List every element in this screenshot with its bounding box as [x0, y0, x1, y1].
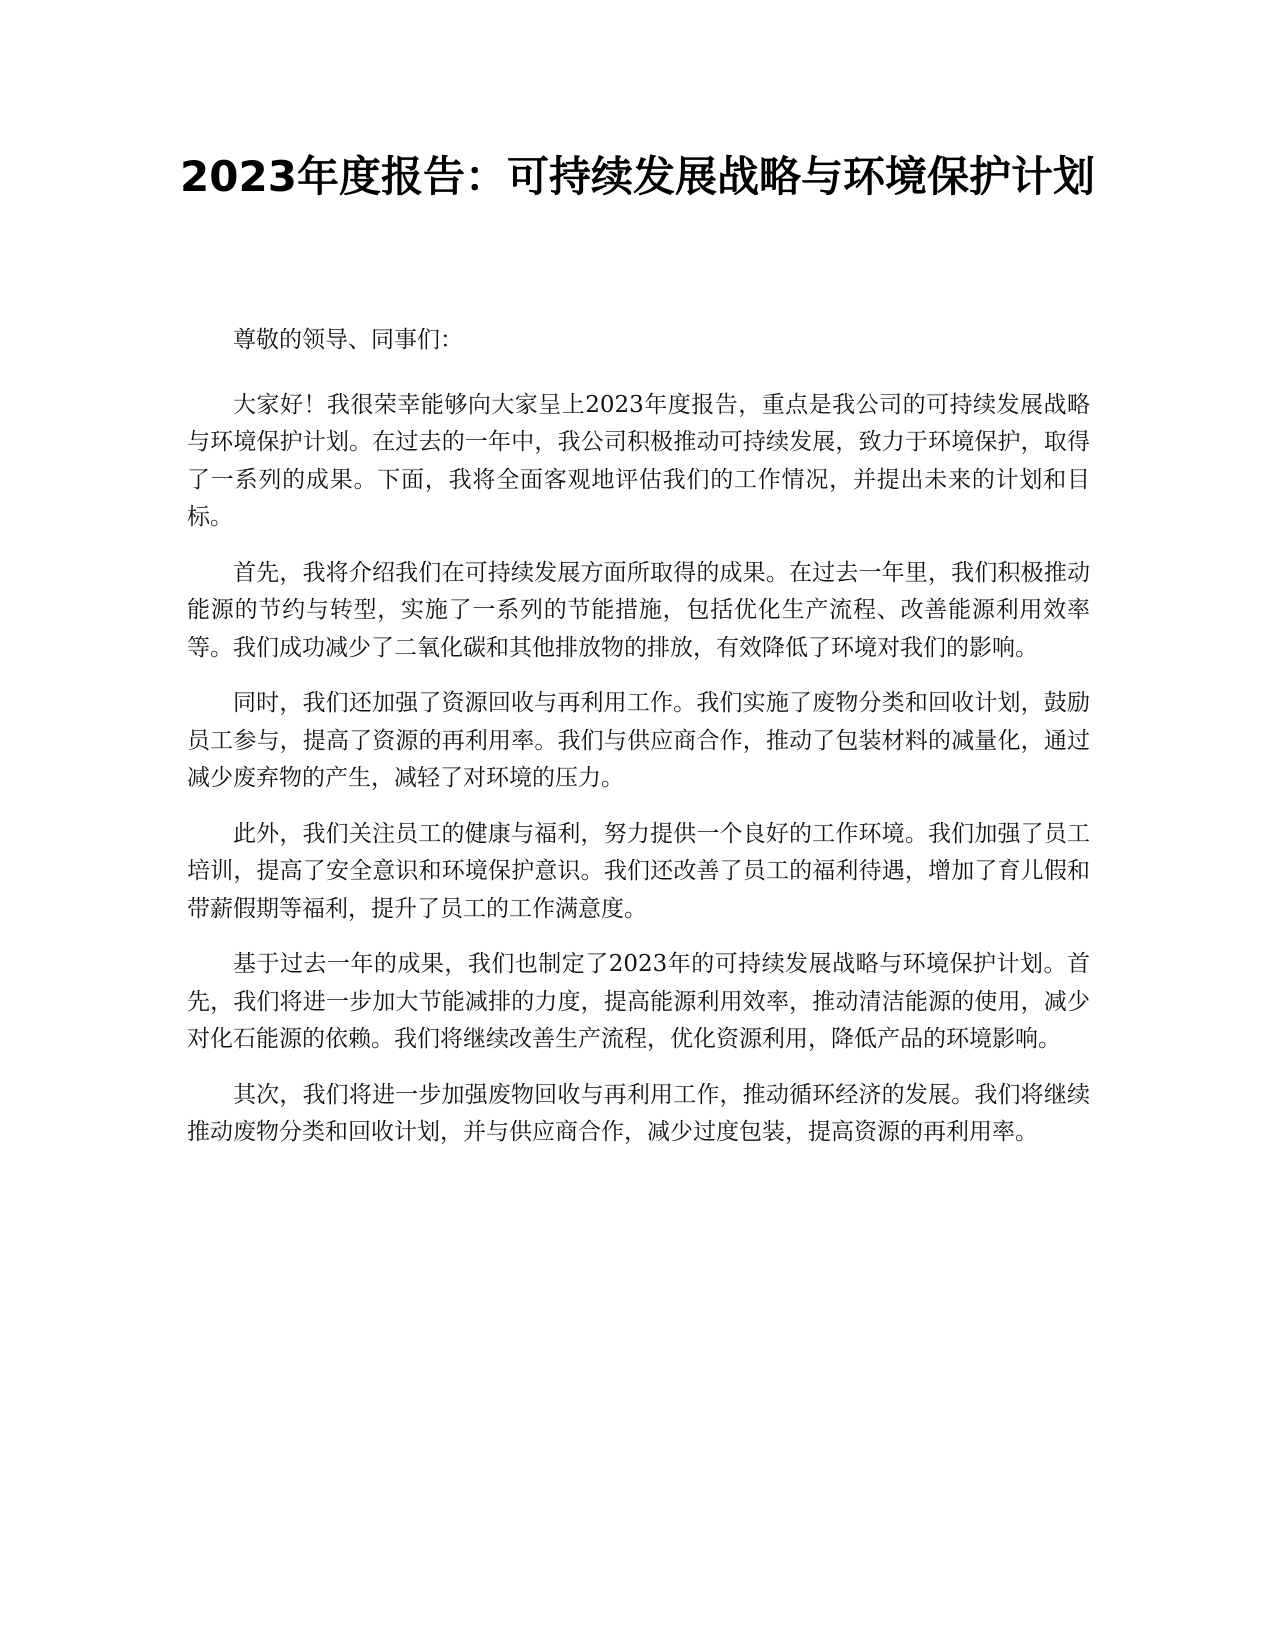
paragraph-waste-plan: 其次，我们将进一步加强废物回收与再利用工作，推动循环经济的发展。我们将继续推动废物分类和回收计划，并与供应商合作，减少过度包装，提高资源的再利用率。: [187, 1081, 1090, 1145]
paragraph-2023-plan: 基于过去一年的成果，我们也制定了2023年的可持续发展战略与环境保护计划。首先，我们将进一步加大节能减排的力度，提高能源利用效率，推动清洁能源的使用，减少对化石能源的依赖。我们将继续改善生产流程，优化资源利用，降低产品的环境影响。: [187, 951, 1090, 1052]
paragraph-employee-welfare: 此外，我们关注员工的健康与福利，努力提供一个良好的工作环境。我们加强了员工培训，提高了安全意识和环境保护意识。我们还改善了员工的福利待遇，增加了育儿假和带薪假期等福利，提升了员工的工作满意度。: [187, 820, 1090, 922]
paragraph-recycling: 同时，我们还加强了资源回收与再利用工作。我们实施了废物分类和回收计划，鼓励员工参与，提高了资源的再利用率。我们与供应商合作，推动了包装材料的减量化，通过减少废弃物的产生，减轻了对环境的压力。: [187, 690, 1090, 791]
salutation: 尊敬的领导、同事们：: [233, 327, 463, 353]
document-title: 2023年度报告：可持续发展战略与环境保护计划: [180, 152, 1095, 201]
paragraph-intro: 大家好！我很荣幸能够向大家呈上2023年度报告，重点是我公司的可持续发展战略与环境保护计划。在过去的一年中，我公司积极推动可持续发展，致力于环境保护，取得了一系列的成果。下面，我将全面客观地评估我们的工作情况，并提出未来的计划和目标。: [187, 391, 1090, 530]
paragraph-achievements: 首先，我将介绍我们在可持续发展方面所取得的成果。在过去一年里，我们积极推动能源的节约与转型，实施了一系列的节能措施，包括优化生产流程、改善能源利用效率等。我们成功减少了二氧化碳和其他排放物的排放，有效降低了环境对我们的影响。: [187, 559, 1090, 661]
document-body: [187, 322, 1090, 1170]
